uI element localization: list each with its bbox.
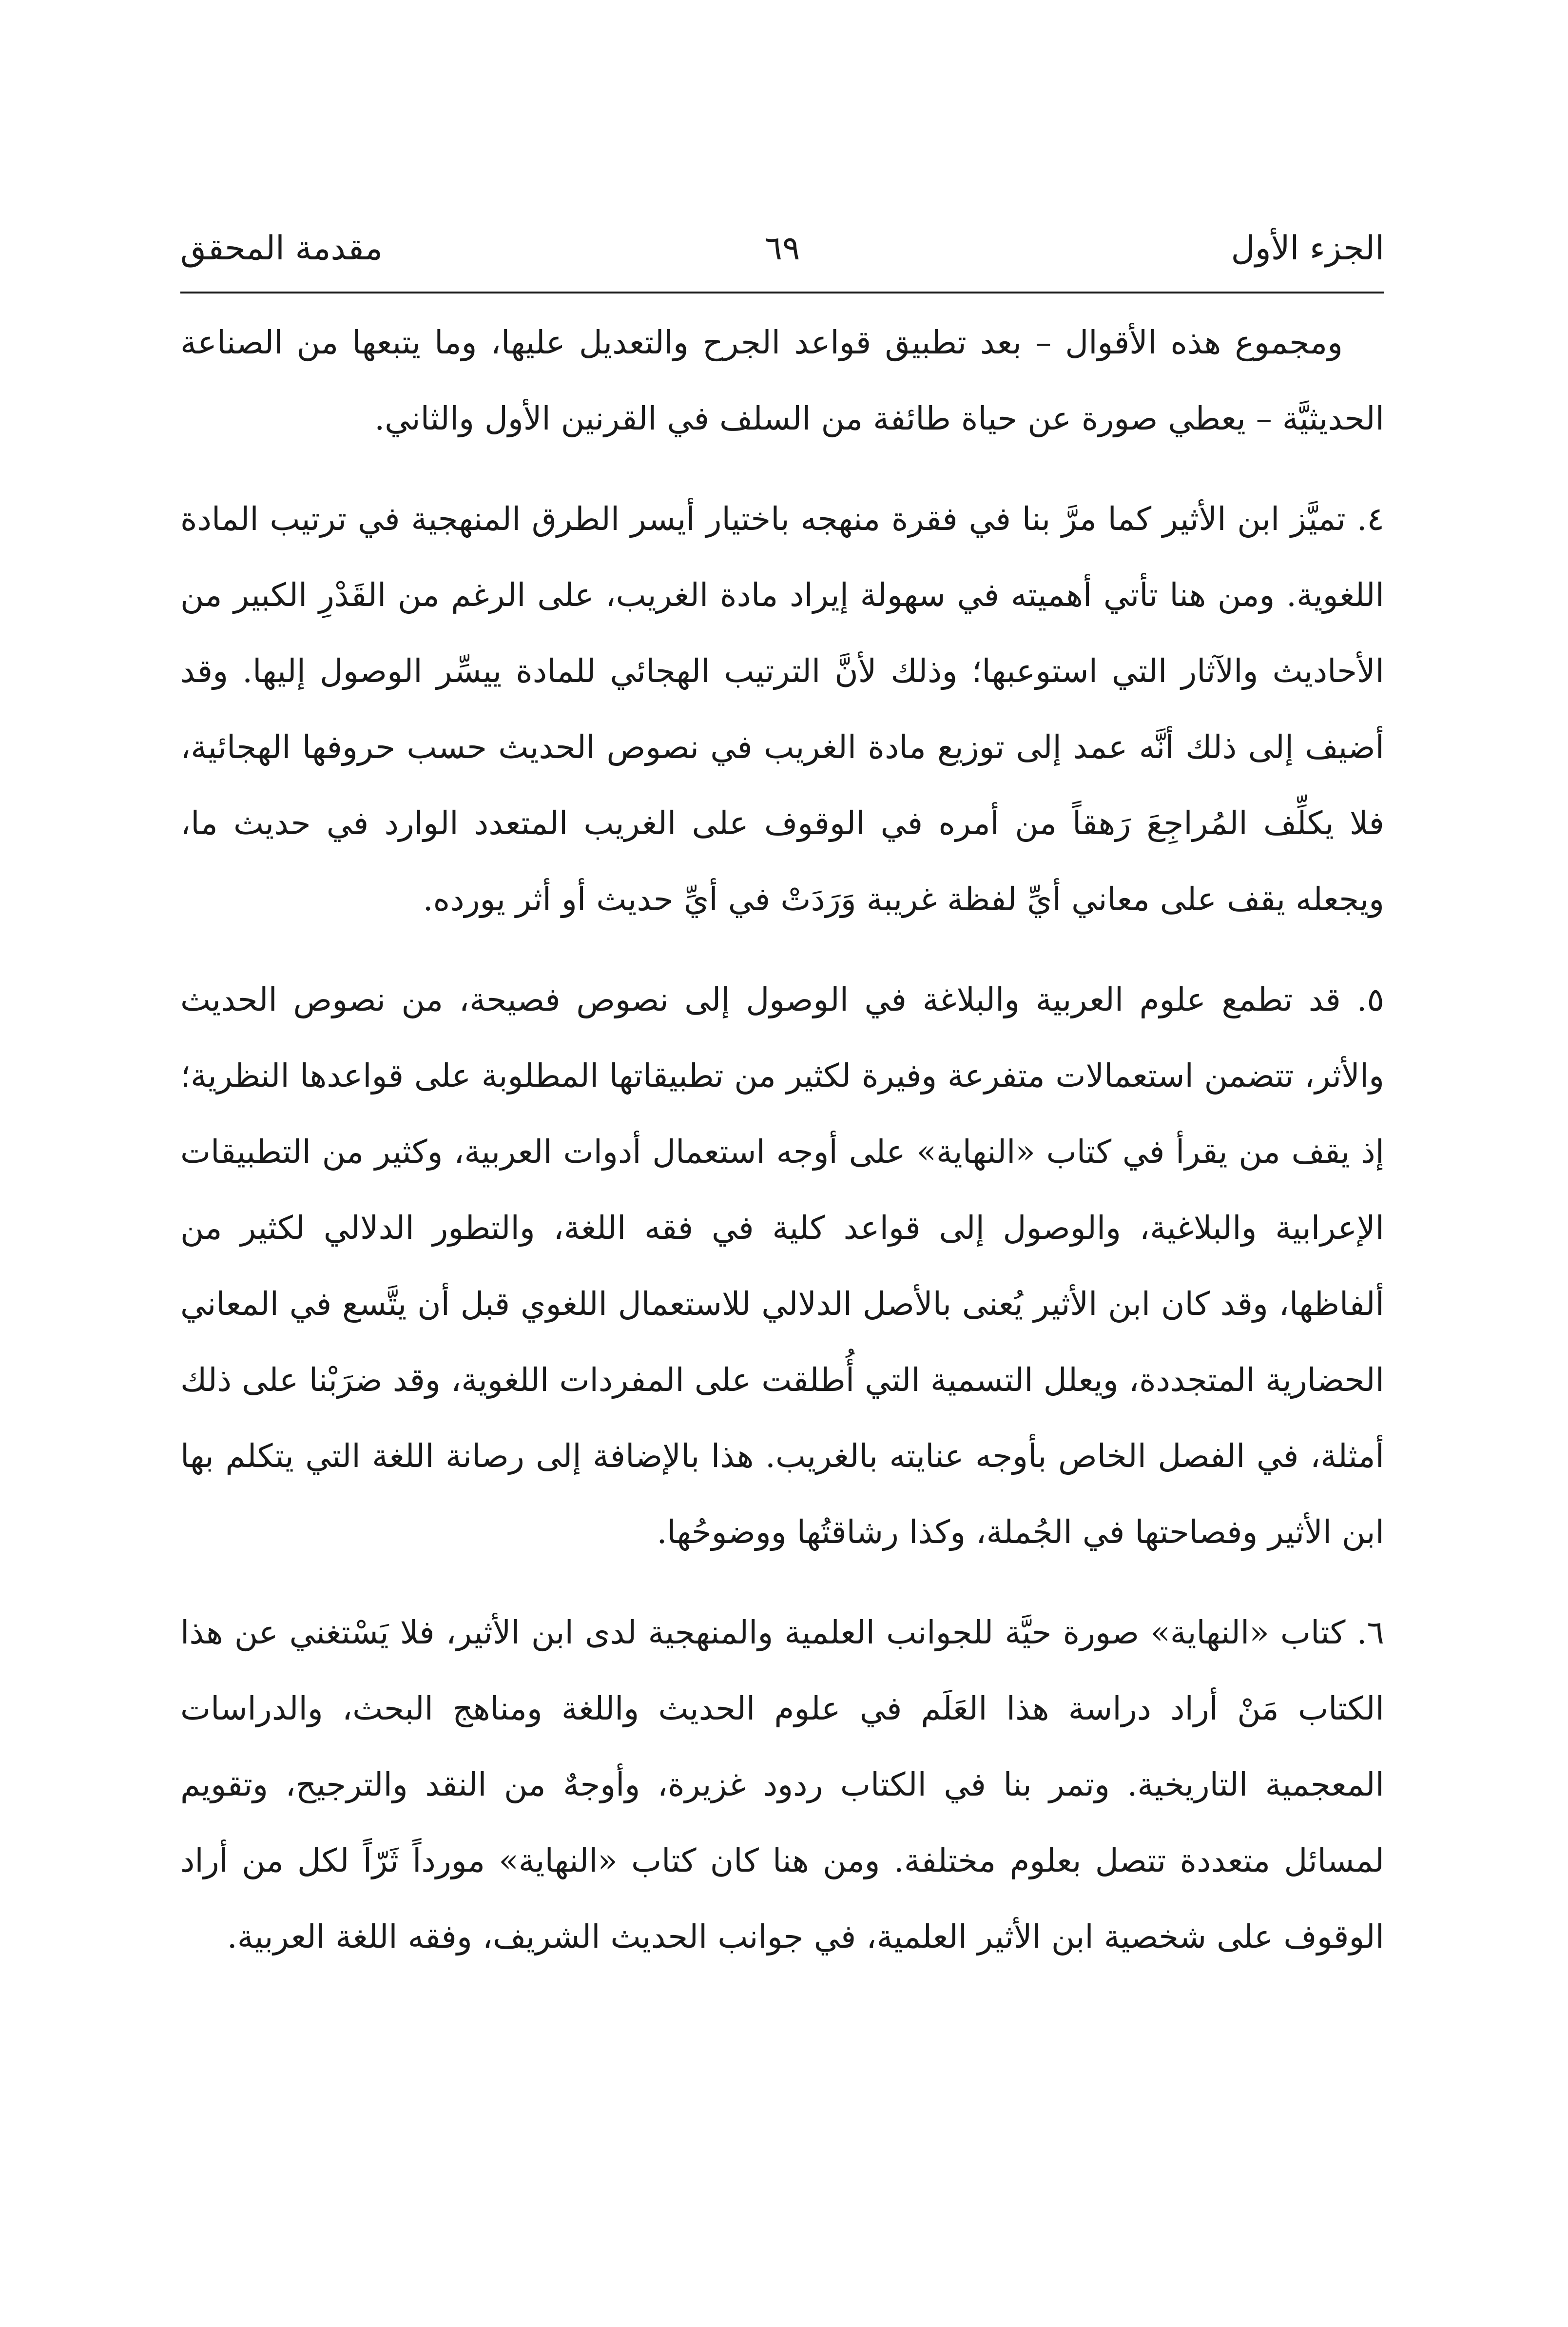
paragraph-point-6: ٦. كتاب «النهاية» صورة حيَّة للجوانب العلمية والمنهجية لدى ابن الأثير، فلا يَسْتغني عن هذا الكتاب مَنْ أراد دراسة هذا العَلَم في علوم الحديث واللغة ومناهج البحث، والدراسات المعجمية التاريخية. وتمر بنا في الكتاب ردود غزيرة، وأوجهٌ من النقد والترجيح، وتقويم لمسائل متعددة تتصل بعلوم مختلفة. ومن هنا كان كتاب «النهاية» مورداً ثَرّاً لكل من أراد الوقوف على شخصية ابن الأثير العلمية، في جوانب الحديث الشريف، وفقه اللغة العربية. xyxy=(180,1614,1384,1955)
page-number: ٦٩ xyxy=(764,229,800,268)
paragraph-intro: ومجموع هذه الأقوال – بعد تطبيق قواعد الجرح والتعديل عليها، وما يتبعها من الصناعة الحديثيَّة – يعطي صورة عن حياة طائفة من السلف في القرنين الأول والثاني. xyxy=(180,324,1384,437)
running-header xyxy=(180,222,1384,290)
paragraph-point-4: ٤. تميَّز ابن الأثير كما مرَّ بنا في فقرة منهجه باختيار أيسر الطرق المنهجية في ترتيب المادة اللغوية. ومن هنا تأتي أهميته في سهولة إيراد مادة الغريب، على الرغم من القَدْرِ الكبير من الأحاديث والآثار التي استوعبها؛ وذلك لأنَّ الترتيب الهجائي للمادة ييسِّر الوصول إليها. وقد أضيف إلى ذلك أنَّه عمد إلى توزيع مادة الغريب في نصوص الحديث حسب حروفها الهجائية، فلا يكلِّف المُراجِعَ رَهقاً من أمره في الوقوف على الغريب المتعدد الوارد في حديث ما، ويجعله يقف على معاني أيِّ لفظة غريبة وَرَدَتْ في أيِّ حديث أو أثر يورده. xyxy=(180,500,1384,918)
section-title: مقدمة المحقق xyxy=(180,229,383,268)
volume-label: الجزء الأول xyxy=(1231,229,1384,268)
header-divider xyxy=(180,292,1384,293)
paragraph-point-5: ٥. قد تطمع علوم العربية والبلاغة في الوصول إلى نصوص فصيحة، من نصوص الحديث والأثر، تتضمن استعمالات متفرعة وفيرة لكثير من تطبيقاتها المطلوبة على قواعدها النظرية؛ إذ يقف من يقرأ في كتاب «النهاية» على أوجه استعمال أدوات العربية، وكثير من التطبيقات الإعرابية والبلاغية، والوصول إلى قواعد كلية في فقه اللغة، والتطور الدلالي لكثير من ألفاظها، وقد كان ابن الأثير يُعنى بالأصل الدلالي للاستعمال اللغوي قبل أن يتَّسع في المعاني الحضارية المتجددة، ويعلل التسمية التي أُطلقت على المفردات اللغوية، وقد ضرَبْنا على ذلك أمثلة، في الفصل الخاص بأوجه عنايته بالغريب. هذا بالإضافة إلى رصانة اللغة التي يتكلم بها ابن الأثير وفصاحتها في الجُملة، وكذا رشاقتُها ووضوحُها. xyxy=(180,981,1385,1551)
body-text xyxy=(180,305,1384,1999)
